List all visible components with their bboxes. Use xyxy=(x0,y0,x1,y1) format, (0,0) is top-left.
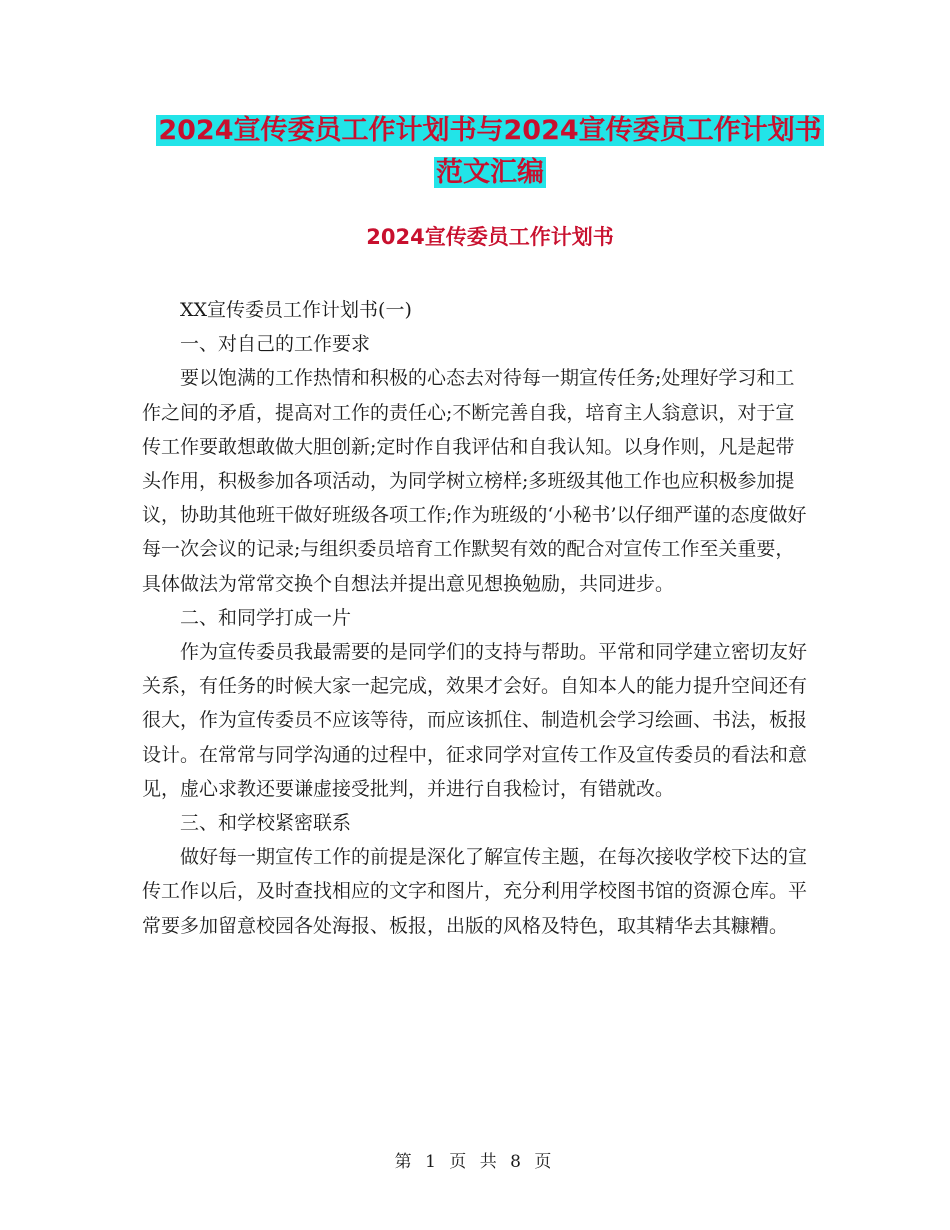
paragraph-classmates: 作为宣传委员我最需要的是同学们的支持与帮助。平常和同学建立密切友好关系，有任务的时候大家一起完成，效果才会好。自知本人的能力提升空间还有很大，作为宣传委员不应该等待，而应该抓住、制造机会学习绘画、书法，板报设计。在常常与同学沟通的过程中，征求同学对宣传工作及宣传委员的看法和意见，虚心求教还要谦虚接受批判，并进行自我检讨，有错就改。 xyxy=(142,641,808,800)
heading-classmates: 二、和同学打成一片 xyxy=(180,606,352,629)
document-title-line1: 2024宣传委员工作计划书与2024宣传委员工作计划书 xyxy=(158,115,822,146)
document-title-line2: 范文汇编 xyxy=(436,157,544,188)
heading-school: 三、和学校紧密联系 xyxy=(180,812,352,835)
subtitle-paragraph: XX宣传委员工作计划书(一) xyxy=(180,299,412,321)
heading-work-requirements: 一、对自己的工作要求 xyxy=(180,333,371,356)
document-title xyxy=(140,110,840,194)
document-body xyxy=(142,293,810,943)
section-title: 2024宣传委员工作计划书 xyxy=(366,225,614,249)
page-footer: 第 1 页 共 8 页 xyxy=(394,1152,556,1172)
paragraph-work-requirements: 要以饱满的工作热情和积极的心态去对待每一期宣传任务;处理好学习和工作之间的矛盾，提高对工作的责任心;不断完善自我，培育主人翁意识，对于宣传工作要敢想敢做大胆创新;定时作自我评估和自我认知。以身作则，凡是起带头作用，积极参加各项活动，为同学树立榜样;多班级其他工作也应积极参加提议，协助其他班干做好班级各项工作;作为班级的‘小秘书’以仔细严谨的态度做好每一次会议的记录;与组织委员培育工作默契有效的配合对宣传工作至关重要，具体做法为常常交换个自想法并提出意见想换勉励，共同进步。 xyxy=(142,367,807,595)
paragraph-school: 做好每一期宣传工作的前提是深化了解宣传主题，在每次接收学校下达的宣传工作以后，及时查找相应的文字和图片，充分利用学校图书馆的资源仓库。平常要多加留意校园各处海报、板报，出版的风格及特色，取其精华去其糠糟。 xyxy=(142,846,808,937)
